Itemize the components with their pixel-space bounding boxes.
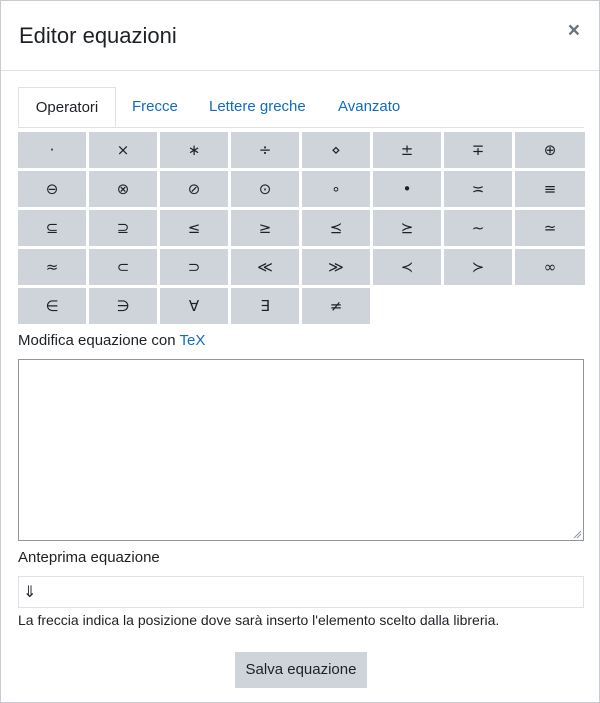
tab-frecce[interactable]: Frecce	[132, 98, 178, 115]
dialog-title: Editor equazioni	[19, 23, 177, 48]
operator-button[interactable]: ≪	[231, 249, 299, 285]
operator-button[interactable]: ⊙	[231, 171, 299, 207]
operator-button[interactable]: ∈	[18, 288, 86, 324]
tab-avanzato[interactable]: Avanzato	[338, 98, 401, 115]
preview-help-text: La freccia indica la posizione dove sarà inserto l'elemento scelto dalla libreria.	[18, 612, 500, 628]
tex-link[interactable]: TeX	[179, 332, 206, 349]
operator-button[interactable]: ≥	[231, 210, 299, 246]
equation-preview: ⇓	[18, 576, 584, 608]
operator-button[interactable]: ∋	[89, 288, 157, 324]
operator-button[interactable]: ⪰	[373, 210, 441, 246]
tab-bar	[18, 87, 584, 128]
resize-handle-icon[interactable]	[573, 530, 581, 538]
preview-label: Anteprima equazione	[18, 549, 160, 566]
tab-lettere-greche[interactable]: Lettere greche	[209, 98, 306, 115]
operator-button[interactable]: ⊖	[18, 171, 86, 207]
tab-operatori[interactable]: Operatori	[18, 87, 116, 127]
operator-button[interactable]: ≡	[515, 171, 585, 207]
operator-button[interactable]: ·	[18, 132, 86, 168]
operator-button[interactable]: ×	[89, 132, 157, 168]
tex-input[interactable]	[18, 359, 584, 541]
operator-button[interactable]: ⊕	[515, 132, 585, 168]
operator-button[interactable]: ⪯	[302, 210, 370, 246]
operator-button[interactable]: •	[373, 171, 441, 207]
operator-button[interactable]: ⊇	[89, 210, 157, 246]
operator-button[interactable]: ≍	[444, 171, 512, 207]
dialog-header	[1, 1, 599, 71]
operator-button[interactable]: ±	[373, 132, 441, 168]
operator-button[interactable]: ≫	[302, 249, 370, 285]
operator-button[interactable]: ≈	[18, 249, 86, 285]
operator-button[interactable]: ÷	[231, 132, 299, 168]
operator-button[interactable]: ≺	[373, 249, 441, 285]
save-equation-button[interactable]: Salva equazione	[235, 652, 367, 688]
operator-button[interactable]: ∓	[444, 132, 512, 168]
operator-button[interactable]: ≤	[160, 210, 228, 246]
operator-button[interactable]: ∃	[231, 288, 299, 324]
operator-button[interactable]: ∗	[160, 132, 228, 168]
operator-button[interactable]: ⊂	[89, 249, 157, 285]
operator-button[interactable]: ⊗	[89, 171, 157, 207]
tex-label-text: Modifica equazione con	[18, 332, 180, 349]
operator-button[interactable]: ⊃	[160, 249, 228, 285]
operator-button[interactable]: ≃	[515, 210, 585, 246]
tex-field-label	[18, 332, 205, 349]
close-icon[interactable]: ×	[567, 19, 580, 42]
operator-button[interactable]: ∼	[444, 210, 512, 246]
operator-button[interactable]: ⊆	[18, 210, 86, 246]
operator-button[interactable]: ⊘	[160, 171, 228, 207]
operator-button[interactable]: ∘	[302, 171, 370, 207]
operator-button[interactable]: ≻	[444, 249, 512, 285]
operator-button[interactable]: ∞	[515, 249, 585, 285]
operator-button[interactable]: ∀	[160, 288, 228, 324]
operator-button[interactable]: ≠	[302, 288, 370, 324]
operator-button[interactable]: ⋄	[302, 132, 370, 168]
